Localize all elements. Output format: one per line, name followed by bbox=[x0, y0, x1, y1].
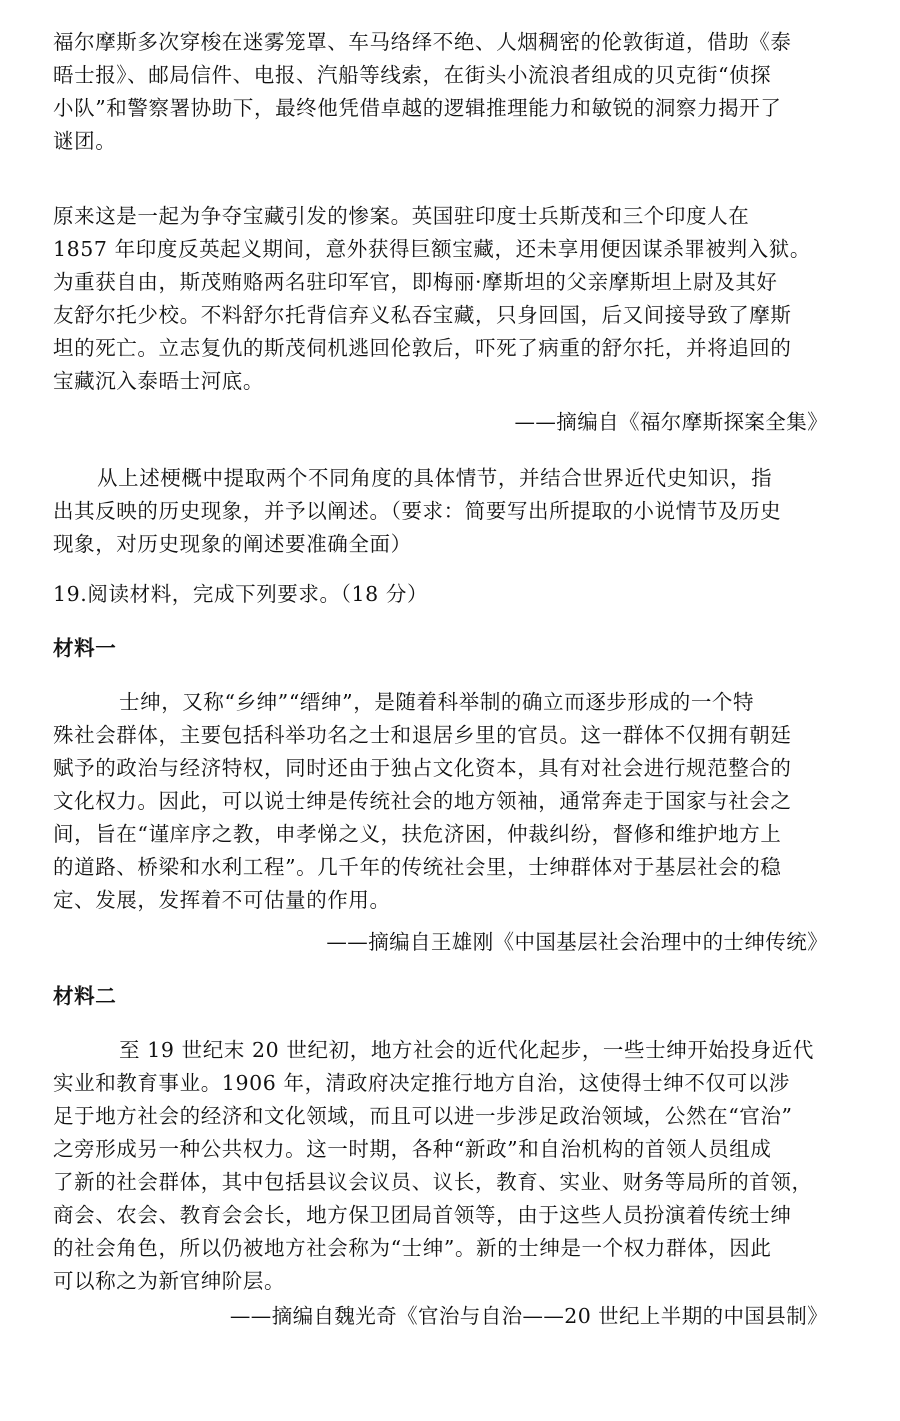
paragraph-line: 了新的社会群体，其中包括县议会议员、议长，教育、实业、财务等局所的首领， bbox=[53, 1170, 813, 1194]
paragraph-line: 从上述梗概中提取两个不同角度的具体情节，并结合世界近代史知识，指 bbox=[97, 466, 773, 490]
paragraph-line: 福尔摩斯多次穿梭在迷雾笼罩、车马络绎不绝、人烟稠密的伦敦街道，借助《泰 bbox=[53, 30, 792, 54]
paragraph-line: 可以称之为新官绅阶层。 bbox=[53, 1269, 286, 1293]
material-1-paragraph bbox=[53, 686, 843, 917]
paragraph-line: 为重获自由，斯茂贿赂两名驻印军官，即梅丽·摩斯坦的父亲摩斯坦上尉及其好 bbox=[53, 270, 778, 294]
paragraph-line: 1857 年印度反英起义期间，意外获得巨额宝藏，还未享用便因谋杀罪被判入狱。 bbox=[53, 237, 811, 261]
material-2-paragraph bbox=[53, 1034, 843, 1298]
paragraph-line: 坦的死亡。立志复仇的斯茂伺机逃回伦敦后，吓死了病重的舒尔托，并将追回的 bbox=[53, 336, 792, 360]
material-2-heading: 材料二 bbox=[53, 984, 117, 1008]
paragraph-line: 小队”和警察署协助下，最终他凭借卓越的逻辑推理能力和敏锐的洞察力揭开了 bbox=[53, 96, 782, 120]
paragraph-line: 定、发展，发挥着不可估量的作用。 bbox=[53, 888, 391, 912]
paragraph-line: 足于地方社会的经济和文化领域，而且可以进一步涉足政治领域，公然在“官治” bbox=[53, 1104, 793, 1128]
paragraph-line: 的社会角色，所以仍被地方社会称为“士绅”。新的士绅是一个权力群体，因此 bbox=[53, 1236, 772, 1260]
material-1-heading: 材料一 bbox=[53, 636, 117, 660]
source-citation: ——摘编自王雄刚《中国基层社会治理中的士绅传统》 bbox=[326, 930, 828, 954]
paragraph-line: 晤士报》、邮局信件、电报、汽船等线索，在街头小流浪者组成的贝克街“侦探 bbox=[53, 63, 772, 87]
paragraph-line: 谜团。 bbox=[53, 129, 117, 153]
paragraph-line: 出其反映的历史现象，并予以阐述。（要求：简要写出所提取的小说情节及历史 bbox=[53, 499, 782, 523]
paragraph-line: 殊社会群体，主要包括科举功名之士和退居乡里的官员。这一群体不仅拥有朝廷 bbox=[53, 723, 792, 747]
paragraph-line: 士绅，又称“乡绅”“缙绅”，是随着科举制的确立而逐步形成的一个特 bbox=[119, 690, 755, 714]
paragraph-line: 至 19 世纪末 20 世纪初，地方社会的近代化起步，一些士绅开始投身近代 bbox=[119, 1038, 814, 1062]
intro-paragraph bbox=[53, 26, 843, 158]
paragraph-line: 间，旨在“谨庠序之教，申孝悌之义，扶危济困，仲裁纠纷，督修和维护地方上 bbox=[53, 822, 782, 846]
source-citation: ——摘编自《福尔摩斯探案全集》 bbox=[514, 410, 828, 434]
paragraph-line: 之旁形成另一种公共权力。这一时期，各种“新政”和自治机构的首领人员组成 bbox=[53, 1137, 772, 1161]
paragraph-line: 的道路、桥梁和水利工程”。几千年的传统社会里，士绅群体对于基层社会的稳 bbox=[53, 855, 782, 879]
paragraph-line: 现象，对历史现象的阐述要准确全面） bbox=[53, 532, 412, 556]
paragraph-line: 原来这是一起为争夺宝藏引发的惨案。英国驻印度士兵斯茂和三个印度人在 bbox=[53, 204, 750, 228]
question-19: 19.阅读材料，完成下列要求。（18 分） bbox=[53, 582, 429, 606]
paragraph-line: 宝藏沉入泰晤士河底。 bbox=[53, 369, 264, 393]
source-citation: ——摘编自魏光奇《官治与自治——20 世纪上半期的中国县制》 bbox=[229, 1304, 828, 1328]
paragraph-line: 实业和教育事业。1906 年，清政府决定推行地方自治，这使得士绅不仅可以涉 bbox=[53, 1071, 790, 1095]
paragraph-line: 赋予的政治与经济特权，同时还由于独占文化资本，具有对社会进行规范整合的 bbox=[53, 756, 792, 780]
task-paragraph bbox=[53, 462, 843, 561]
story-paragraph bbox=[53, 200, 843, 398]
paragraph-line: 友舒尔托少校。不料舒尔托背信弃义私吞宝藏，只身回国，后又间接导致了摩斯 bbox=[53, 303, 792, 327]
paragraph-line: 文化权力。因此，可以说士绅是传统社会的地方领袖，通常奔走于国家与社会之 bbox=[53, 789, 792, 813]
paragraph-line: 商会、农会、教育会会长，地方保卫团局首领等，由于这些人员扮演着传统士绅 bbox=[53, 1203, 792, 1227]
